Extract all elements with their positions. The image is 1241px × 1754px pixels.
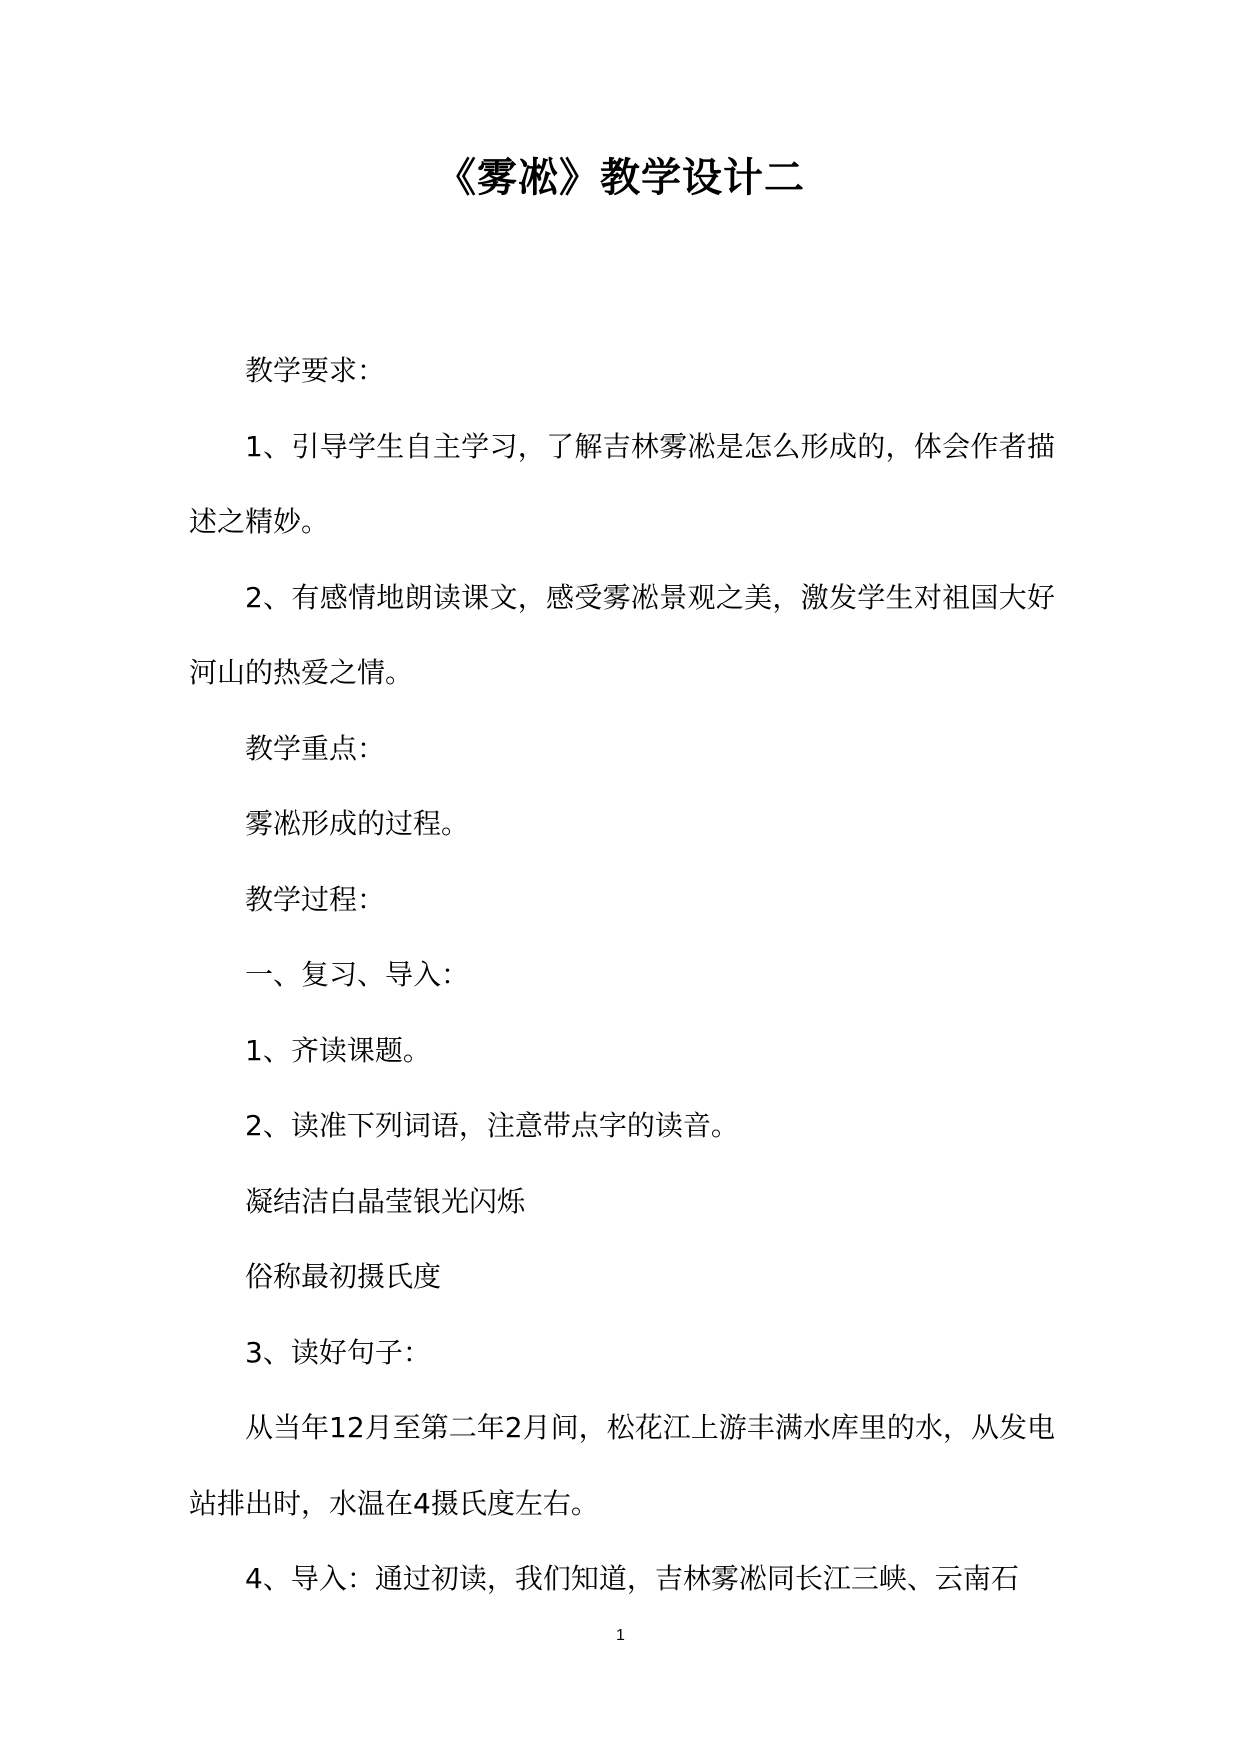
section-heading-requirements: 教学要求：	[245, 354, 386, 387]
paragraph-vocabulary-2: 俗称最初摄氏度	[245, 1260, 442, 1293]
paragraph-requirement-2: 2、有感情地朗读课文，感受雾凇景观之美，激发学生对祖国大好河山的热爱之情。	[189, 580, 1055, 689]
document-body	[189, 333, 1055, 1617]
paragraph-sentence: 从当年12月至第二年2月间，松花江上游丰满水库里的水，从发电站排出时，水温在4摄氏度左右。	[189, 1411, 1055, 1520]
section-heading-key-points: 教学重点：	[245, 731, 386, 765]
subheading-review-intro: 一、复习、导入：	[245, 958, 470, 991]
section-heading-process: 教学过程：	[245, 882, 386, 916]
paragraph-step-3: 3、读好句子：	[245, 1335, 431, 1369]
paragraph-requirement-1: 1、引导学生自主学习，了解吉林雾凇是怎么形成的，体会作者描述之精妙。	[189, 429, 1055, 538]
paragraph-step-1: 1、齐读课题。	[245, 1033, 431, 1067]
page-number: 1	[616, 1627, 625, 1644]
paragraph-step-2: 2、读准下列词语，注意带点字的读音。	[245, 1109, 739, 1142]
paragraph-step-4: 4、导入：通过初读，我们知道，吉林雾凇同长江三峡、云南石	[245, 1562, 1019, 1595]
paragraph-key-point: 雾凇形成的过程。	[245, 807, 470, 840]
document-title: 《雾凇》教学设计二	[436, 155, 805, 201]
paragraph-vocabulary-1: 凝结洁白晶莹银光闪烁	[245, 1184, 526, 1218]
